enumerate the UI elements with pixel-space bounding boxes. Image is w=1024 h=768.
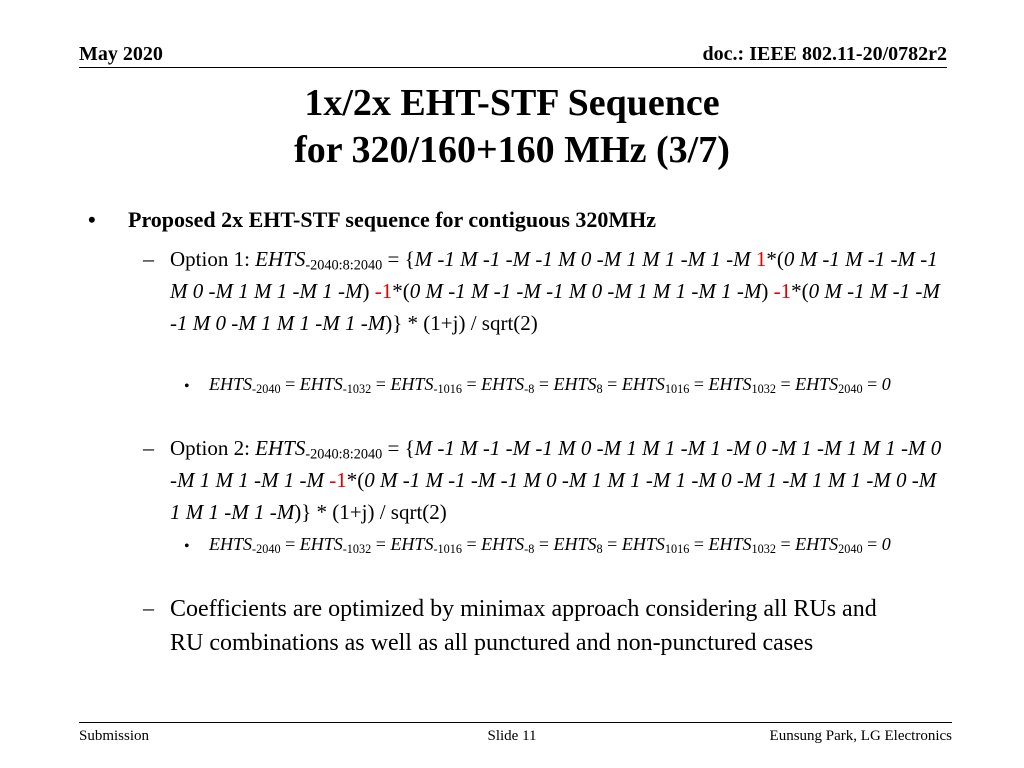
option1-seq3: 0 M -1 M -1 -M -1 M 0 -M 1 M 1 -M 1 -M <box>409 279 762 303</box>
zero-eq-var: EHTS <box>795 534 839 554</box>
zero-eq-equals: = <box>775 374 796 394</box>
zero-eq-equals: = <box>462 374 482 394</box>
option2-sub: -2040:8:2040 <box>305 446 383 463</box>
footer-slide-number: Slide 11 <box>487 728 537 744</box>
option2-sub-bullet-marker: • <box>184 538 190 555</box>
zero-eq-sub: 8 <box>596 542 603 557</box>
header-divider <box>79 67 947 68</box>
option1-var: EHTS <box>255 247 306 271</box>
zero-eq-equals: = <box>689 534 709 554</box>
zero-eq-var: EHTS <box>621 534 665 554</box>
zero-eq-var: EHTS <box>795 374 839 394</box>
zero-eq-sub: 1016 <box>664 382 690 397</box>
zero-eq-sub: -2040 <box>252 382 281 397</box>
zero-eq-var: EHTS <box>299 534 343 554</box>
option1-sub-bullet-marker: • <box>184 378 190 395</box>
slide-title <box>0 80 1024 174</box>
conclusion-text: Coefficients are optimized by minimax approach considering all RUs and RU combinations as well as all punctured and non-punctured cases <box>170 596 877 656</box>
zero-eq-var: EHTS <box>621 374 665 394</box>
zero-eq-value: 0 <box>881 374 891 394</box>
zero-eq-sub: -1032 <box>342 542 372 557</box>
option1-sub: -2040:8:2040 <box>305 257 383 274</box>
zero-eq-var: EHTS <box>553 374 597 394</box>
zero-eq-equals: = <box>862 374 882 394</box>
zero-eq-sub: -1032 <box>342 382 372 397</box>
zero-eq-equals: = <box>280 534 300 554</box>
zero-eq-var: EHTS <box>553 534 597 554</box>
header-date: May 2020 <box>79 43 163 65</box>
zero-eq-equals: = <box>775 534 796 554</box>
option2-label: Option 2: <box>170 436 256 460</box>
footer-divider <box>79 722 952 723</box>
zero-eq-equals: = <box>602 374 622 394</box>
option2-eq: = { <box>382 436 415 460</box>
option2-dash: – <box>143 435 154 460</box>
zero-eq-sub: 1032 <box>751 382 776 397</box>
option1-seq4: 0 M -1 M -1 -M -1 M 0 -M 1 M 1 -M 1 -M <box>170 279 940 335</box>
option1-seq2: 0 M -1 M -1 -M -1 M 0 -M 1 M 1 -M 1 -M <box>170 247 938 303</box>
zero-eq-sub: -1016 <box>433 542 462 557</box>
zero-eq-var: EHTS <box>390 534 434 554</box>
zero-eq-equals: = <box>689 374 709 394</box>
conclusion-dash: – <box>143 595 154 620</box>
option2-star1: *( <box>346 468 365 492</box>
zero-eq-sub: -8 <box>524 382 535 397</box>
zero-eq-sub: -1016 <box>433 382 462 397</box>
zero-eq-var: EHTS <box>390 374 434 394</box>
option2-zero-eq <box>209 531 949 558</box>
zero-eq-sub: -2040 <box>252 542 281 557</box>
zero-eq-equals: = <box>862 534 882 554</box>
zero-eq-equals: = <box>534 374 554 394</box>
zero-eq-sub: -8 <box>524 542 535 557</box>
option1-seq1: M -1 M -1 -M -1 M 0 -M 1 M 1 -M 1 -M <box>414 247 756 271</box>
main-bullet: Proposed 2x EHT-STF sequence for contiguous 320MHz <box>128 207 657 232</box>
option2-text <box>170 432 946 528</box>
option1-tail: )} * (1+j) / sqrt(2) <box>385 311 538 335</box>
option1-star2: *( <box>392 279 410 303</box>
zero-eq-var: EHTS <box>209 374 253 394</box>
option1-star1: *( <box>766 247 784 271</box>
zero-eq-sub: 1032 <box>751 542 776 557</box>
zero-eq-equals: = <box>371 374 391 394</box>
zero-eq-equals: = <box>462 534 482 554</box>
zero-eq-equals: = <box>280 374 300 394</box>
zero-eq-var: EHTS <box>481 534 525 554</box>
option2-coef1: -1 <box>329 468 347 492</box>
option1-coef1: 1 <box>755 247 767 271</box>
title-line-1: 1x/2x EHT-STF Sequence <box>304 82 720 124</box>
zero-eq-sub: 2040 <box>838 382 863 397</box>
option1-close1: ) <box>362 279 375 303</box>
header-doc-id: doc.: IEEE 802.11-20/0782r2 <box>702 43 947 65</box>
bullet-marker: • <box>88 207 96 232</box>
option2-seq1: M -1 M -1 -M -1 M 0 -M 1 M 1 -M 1 -M 0 -M 1 -M 1 M 1 -M 0 -M 1 M 1 -M 1 -M <box>170 436 942 492</box>
zero-eq-var: EHTS <box>209 534 253 554</box>
zero-eq-var: EHTS <box>708 534 752 554</box>
option1-close2: ) <box>761 279 774 303</box>
option1-zero-eq <box>209 371 949 398</box>
zero-eq-equals: = <box>534 534 554 554</box>
zero-eq-var: EHTS <box>299 374 343 394</box>
option2-tail: )} * (1+j) / sqrt(2) <box>294 500 447 524</box>
option1-eq: = { <box>382 247 415 271</box>
zero-eq-var: EHTS <box>708 374 752 394</box>
zero-eq-sub: 1016 <box>664 542 690 557</box>
option1-dash: – <box>143 246 154 271</box>
footer-submission: Submission <box>79 728 150 744</box>
zero-eq-sub: 2040 <box>838 542 863 557</box>
option1-coef3: -1 <box>773 279 792 303</box>
zero-eq-var: EHTS <box>481 374 525 394</box>
zero-eq-sub: 8 <box>596 382 603 397</box>
title-line-2: for 320/160+160 MHz (3/7) <box>294 129 730 171</box>
zero-eq-equals: = <box>602 534 622 554</box>
zero-eq-value: 0 <box>881 534 891 554</box>
option1-text <box>170 243 946 339</box>
option2-var: EHTS <box>255 436 306 460</box>
footer-author: Eunsung Park, LG Electronics <box>769 728 952 744</box>
option1-star3: *( <box>791 279 809 303</box>
option1-coef2: -1 <box>374 279 393 303</box>
option1-label: Option 1: <box>170 247 256 271</box>
zero-eq-equals: = <box>371 534 391 554</box>
option2-seq2: 0 M -1 M -1 -M -1 M 0 -M 1 M 1 -M 1 -M 0 -M 1 -M 1 M 1 -M 0 -M 1 M 1 -M 1 -M <box>170 468 937 524</box>
